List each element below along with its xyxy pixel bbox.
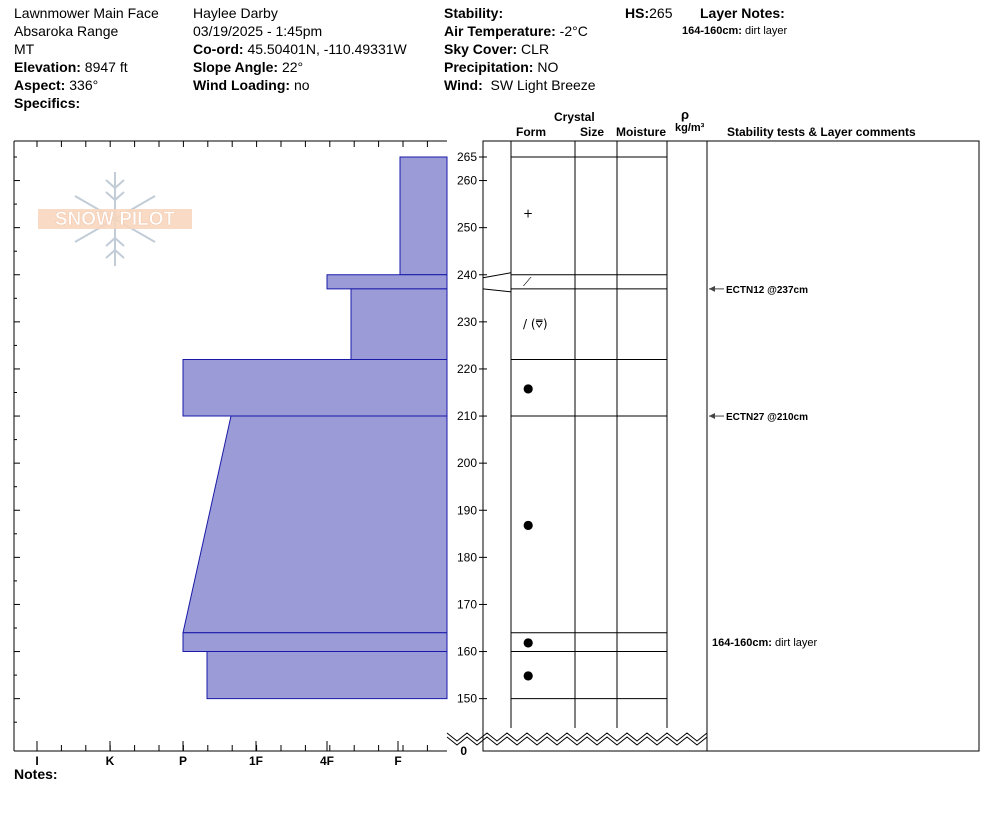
depth-tick-label-170: 170 [456,597,477,612]
crystal-form-symbol-5: ● [523,635,534,650]
depth-tick-label-230: 230 [456,314,477,329]
depth-tick-label-160: 160 [456,644,477,659]
wind-value: SW Light Breeze [490,77,596,93]
aspect-label: Aspect: [14,77,66,93]
depth-tick-label-150: 150 [456,691,477,706]
hardness-layer-6 [207,652,447,699]
wind-loading-label: Wind Loading: [193,77,291,93]
depth-break-wave-1 [447,733,707,741]
layer-connector-240 [483,273,511,278]
sky-label: Sky Cover: [444,41,518,57]
depth-tick-label-260: 260 [456,173,477,188]
slope-label: Slope Angle: [193,59,279,75]
air-temp-label: Air Temperature: [444,23,556,39]
crystal-table-frame [483,141,979,751]
hardness-label-P: P [178,754,188,768]
range: Absaroka Range [14,23,119,39]
precip-value: NO [537,59,559,75]
hardness-label-I: I [35,754,39,768]
layer-note-text: dirt layer [745,25,788,37]
layer-comment-0 [712,637,818,649]
hs-value: 265 [649,5,673,21]
col-density-unit: kg/m³ [675,122,705,134]
hs-label: HS: [625,5,650,21]
hardness-layer-3 [183,360,447,417]
sky-value: CLR [521,41,550,57]
crystal-form-symbol-1: ⟋ [523,274,532,289]
stability-label: Stability: [444,5,504,21]
notes-label: Notes: [14,766,58,782]
hardness-label-F: F [394,754,402,768]
elevation-value: 8947 ft [84,59,128,75]
crystal-form-symbol-0: + [523,206,534,221]
stability-test-1: ECTN27 @210cm [726,412,809,424]
hardness-layer-2 [351,289,447,360]
depth-tick-label-190: 190 [456,503,477,518]
observer: Haylee Darby [193,5,278,21]
wind-loading-value: no [293,77,310,93]
aspect-value: 336° [69,77,99,93]
hardness-label-4F: 4F [319,754,335,768]
slope-value: 22° [281,59,304,75]
col-size: Size [580,125,605,139]
wind-label: Wind: [444,77,483,93]
crystal-form-symbol-4: ● [523,517,534,532]
hardness-layer-0 [400,157,447,275]
depth-tick-label-220: 220 [456,361,477,376]
layer-comment-text: dirt layer [775,637,818,650]
coord-value: 45.50401N, -110.49331W [247,41,407,57]
state: MT [14,41,35,57]
hardness-layer-4 [183,416,447,633]
stability-arrow-head-0 [709,286,715,292]
hardness-layer-5 [183,633,447,652]
crystal-form-symbol-2: / (⩢) [523,317,548,332]
stability-tests [709,285,818,649]
elevation-label: Elevation: [14,59,81,75]
col-crystal: Crystal [554,110,595,124]
stability-arrow-head-1 [709,413,715,419]
specifics-label: Specifics: [14,95,81,111]
layer-connector-237 [483,289,511,292]
depth-tick-label-240: 240 [456,267,477,282]
hardness-label-K: K [105,754,115,768]
logo-text: SNOW PILOT [54,209,176,230]
depth-tick-label-200: 200 [456,456,477,471]
precip-label: Precipitation: [444,59,534,75]
col-stability: Stability tests & Layer comments [727,125,916,139]
depth-tick-label-265: 265 [456,150,477,164]
depth-break-label: 0 [460,744,467,758]
crystal-form-symbol-6: ● [523,668,534,683]
col-form: Form [516,125,546,139]
col-moisture: Moisture [616,125,667,139]
hardness-label-1F: 1F [248,754,264,768]
location: Lawnmower Main Face [14,5,159,21]
col-rho: ρ [681,107,690,122]
layer-comment-range: 164-160cm: [712,637,775,650]
layer-note-range: 164-160cm: [682,25,742,37]
crystal-form-symbol-3: ● [523,380,534,395]
crystal-table [447,141,979,751]
datetime: 03/19/2025 - 1:45pm [193,23,323,39]
stability-test-0: ECTN12 @237cm [726,284,809,296]
depth-tick-label-180: 180 [456,550,477,565]
snowpilot-logo [38,172,192,266]
layer-notes-label: Layer Notes: [700,5,785,21]
hardness-plot [183,157,447,699]
air-temp-value: -2°C [559,23,588,39]
depth-tick-label-250: 250 [456,220,477,235]
coord-label: Co-ord: [193,41,244,57]
depth-tick-label-210: 210 [456,409,477,424]
hardness-layer-1 [327,275,447,289]
